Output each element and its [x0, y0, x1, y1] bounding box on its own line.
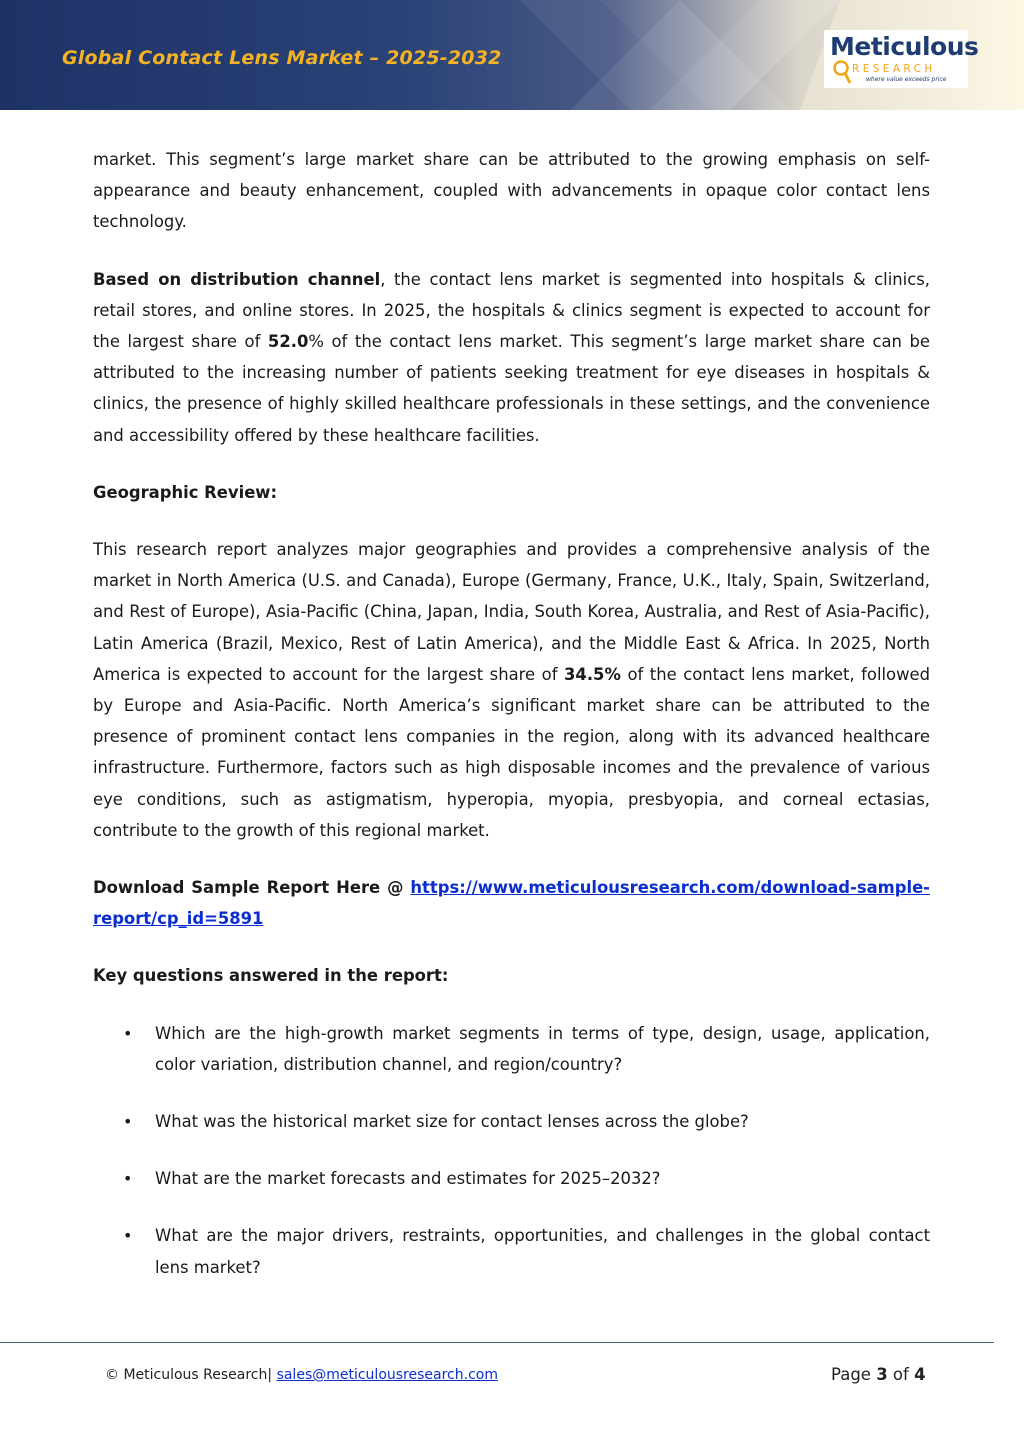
download-sample-link[interactable]: https://www.meticulousresearch.com/download-sample-report/cp_id=5891 [93, 878, 930, 929]
company-logo [824, 30, 979, 88]
bullet-icon: • [123, 1226, 133, 1246]
logo-tagline: where value exceeds price [866, 76, 947, 83]
footer-email-link[interactable]: sales@meticulousresearch.com [276, 1367, 498, 1383]
list-item [93, 1163, 930, 1194]
geo-text-a: This research report analyzes major geographies and provides a comprehensive analysis of the market in North America (U.S. and Canada), Europe (Germany, France, U.K., Italy, Spain, Switzerland, and Rest of Europe), Asia-Pacific (China, Japan, India, South Korea, Australia, and Rest of Asia-Pacific), Latin America (Brazil, Mexico, Rest of Latin America), and the Middle East & Africa. In 2025, North America is expected to account for the largest share of [93, 540, 930, 684]
footer-copyright [105, 1367, 498, 1383]
download-label: Download Sample Report Here @ [93, 878, 411, 898]
paragraph-distribution-channel [93, 264, 930, 451]
report-title: Global Contact Lens Market – 2025-2032 [62, 47, 502, 69]
logo-wordmark: Meticulous [830, 32, 979, 61]
list-item [93, 1106, 930, 1137]
paragraph-segment-conclusion: market. This segment’s large market share can be attributed to the growing emphasis on self-appearance and beauty enhancement, coupled with advancements in opaque color contact lens technology. [93, 150, 930, 232]
page-total: 4 [914, 1365, 926, 1384]
download-sample-line [93, 872, 930, 934]
list-item [93, 1018, 930, 1080]
page-prefix: Page [831, 1365, 877, 1384]
logo-subword: RESEARCH [852, 63, 936, 75]
copyright-text: © Meticulous Research| [105, 1367, 277, 1383]
bullet-icon: • [123, 1023, 133, 1043]
question-text: What was the historical market size for contact lenses across the globe? [155, 1112, 749, 1132]
question-text: What are the major drivers, restraints, opportunities, and challenges in the global contact lens market? [155, 1226, 930, 1277]
question-text: What are the market forecasts and estimates for 2025–2032? [155, 1169, 661, 1189]
paragraph-geographic-review [93, 534, 930, 846]
distribution-share-value: 52.0 [267, 332, 309, 352]
footer-divider [0, 1342, 994, 1343]
distribution-text-b: % of the contact lens market. This segment’s large market share can be attributed to the increasing number of patients seeking treatment for eye diseases in hospitals & clinics, the presence of highly skilled healthcare professionals in these settings, and the convenience and accessibility offered by these healthcare facilities. [93, 332, 930, 445]
geographic-heading: Geographic Review: [93, 482, 278, 502]
header-banner [0, 0, 1024, 110]
distribution-lead: Based on distribution channel [93, 269, 381, 289]
page-of: of [887, 1365, 915, 1384]
question-text: Which are the high-growth market segments in terms of type, design, usage, application, color variation, distribution channel, and region/country? [155, 1023, 930, 1074]
key-questions-heading: Key questions answered in the report: [93, 966, 449, 986]
geo-share-value: 34.5% [564, 664, 621, 684]
distribution-text-a: , the contact lens market is segmented into hospitals & clinics, retail stores, and online stores. In 2025, the hospitals & clinics segment is expected to account for the largest share of [93, 269, 930, 352]
geo-text-b: of the contact lens market, followed by Europe and Asia-Pacific. North America’s significant market share can be attributed to the presence of prominent contact lens companies in the region, along with its advanced healthcare infrastructure. Furthermore, factors such as high disposable incomes and the prevalence of various eye conditions, such as astigmatism, hyperopia, myopia, presbyopia, and corneal ectasias, contribute to the growth of this regional market. [93, 664, 930, 840]
document-body [93, 144, 930, 1309]
page-number [831, 1365, 926, 1384]
bullet-icon: • [123, 1169, 133, 1189]
magnifier-icon [832, 59, 852, 85]
list-item [93, 1220, 930, 1282]
bullet-icon: • [123, 1112, 133, 1132]
key-questions-list [93, 1018, 930, 1283]
page-current: 3 [876, 1365, 888, 1384]
